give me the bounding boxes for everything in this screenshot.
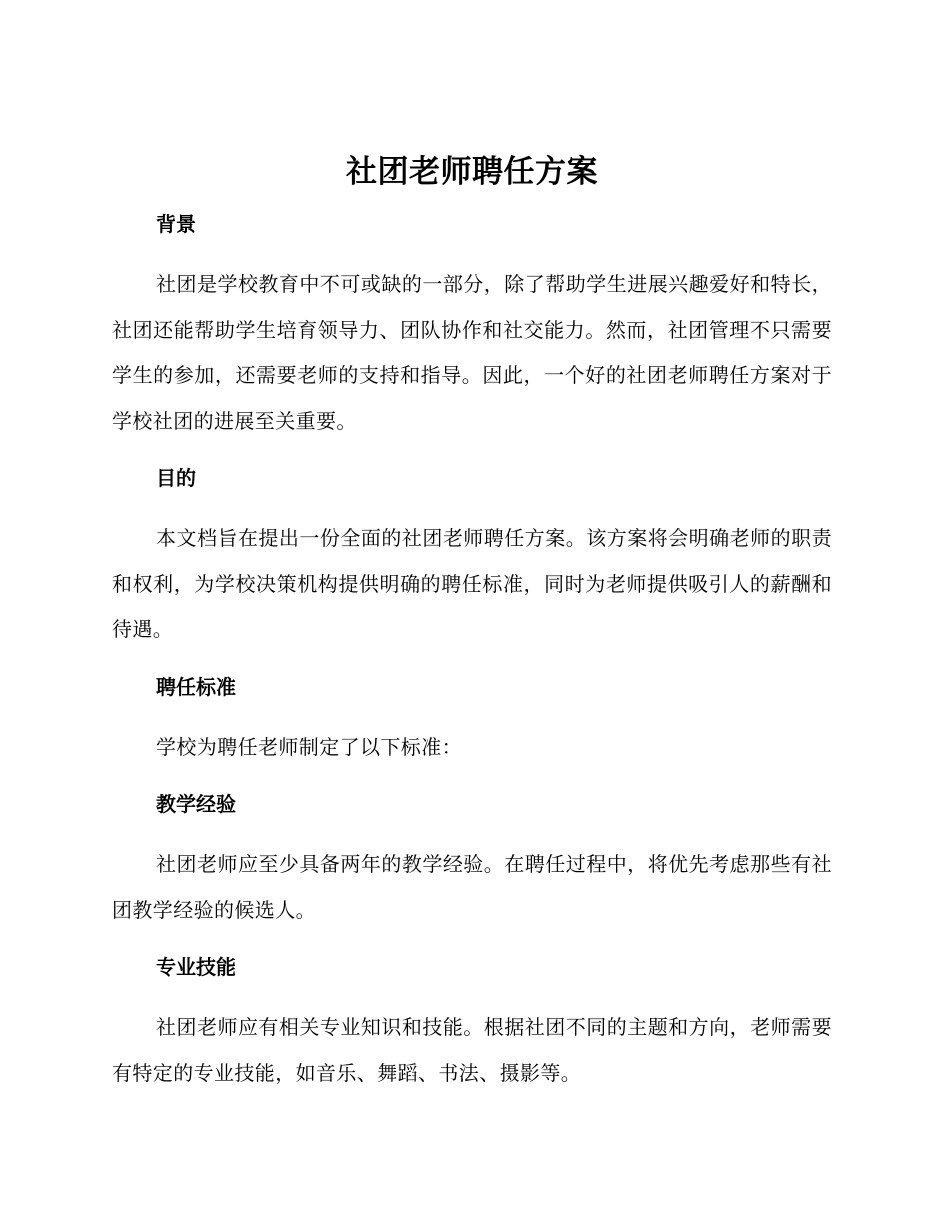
section-heading-skills: 专业技能 [156,955,236,979]
section-paragraph-purpose: 本文档旨在提出一份全面的社团老师聘任方案。该方案将会明确老师的职责和权利，为学校决策机构提供明确的聘任标准，同时为老师提供吸引人的薪酬和待遇。 [112,526,832,641]
section-paragraph-criteria: 学校为聘任老师制定了以下标准： [156,734,462,759]
section-paragraph-skills: 社团老师应有相关专业知识和技能。根据社团不同的主题和方向，老师需要有特定的专业技能，如音乐、舞蹈、书法、摄影等。 [112,1015,832,1085]
document-title: 社团老师聘任方案 [346,154,598,190]
section-paragraph-background: 社团是学校教育中不可或缺的一部分，除了帮助学生进展兴趣爱好和特长，社团还能帮助学生培育领导力、团队协作和社交能力。然而，社团管理不只需要学生的参加，还需要老师的支持和指导。因此，一个好的社团老师聘任方案对于学校社团的进展至关重要。 [112,272,832,433]
section-heading-background: 背景 [156,212,196,236]
document-body [112,150,832,1096]
section-heading-purpose: 目的 [156,466,196,490]
section-heading-criteria: 聘任标准 [156,674,236,699]
section-heading-experience: 教学经验 [156,792,236,816]
section-paragraph-experience: 社团老师应至少具备两年的教学经验。在聘任过程中，将优先考虑那些有社团教学经验的候选人。 [112,852,832,922]
